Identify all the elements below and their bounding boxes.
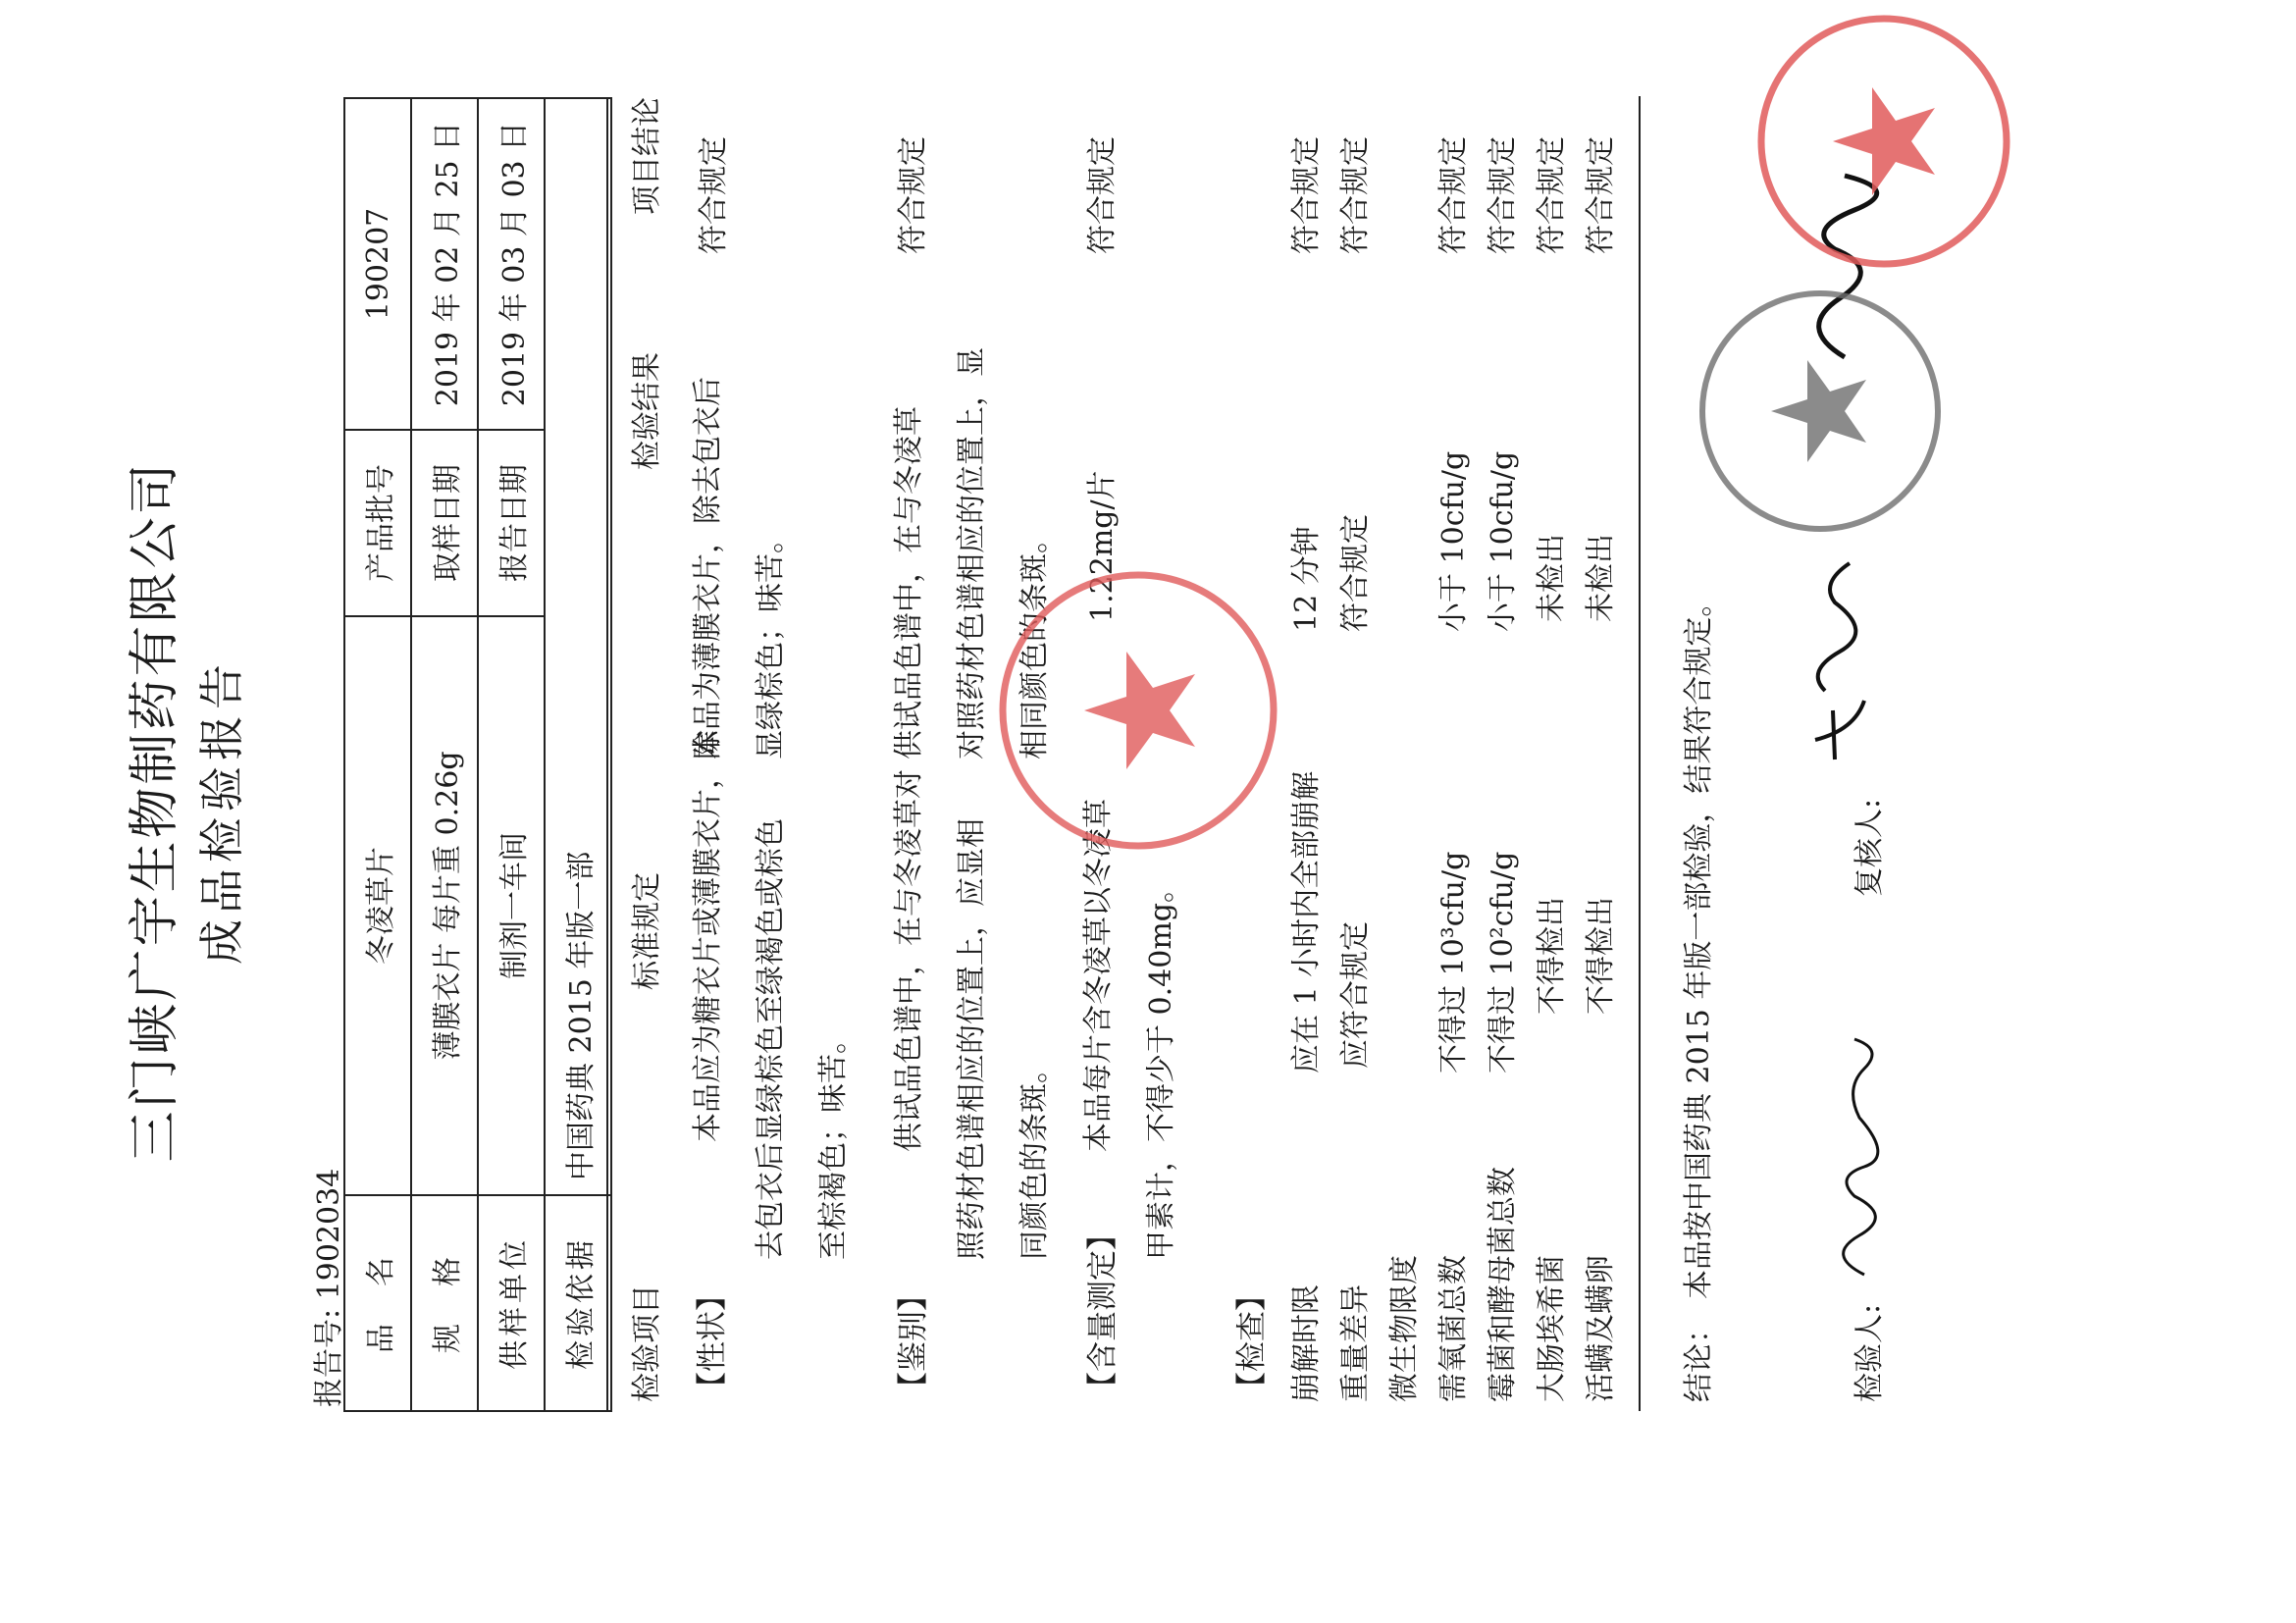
quality-seal-gray: [1688, 279, 1953, 544]
check-conclusion: 符合规定: [1535, 136, 1569, 254]
check-result: 12 分钟: [1289, 526, 1324, 632]
check-item: 微生物限度: [1387, 1255, 1422, 1402]
check-standard: 不得检出: [1584, 897, 1618, 1015]
spec-label: 规 格: [411, 1195, 478, 1411]
supplier-label: 供样单位: [478, 1195, 545, 1411]
check-standard: 不得过 10²cfu/g: [1486, 851, 1520, 1073]
batch-label: 产品批号: [344, 430, 411, 616]
column-conclusion: 项目结论: [630, 97, 664, 215]
identification-conclusion: 符合规定: [896, 136, 930, 254]
inspector-label: 检验人:: [1852, 1303, 1887, 1402]
identification-result-line-2: 对照药材色谱相应的位置上，显: [955, 347, 989, 759]
report-number: 报告号: 1902034: [312, 1168, 346, 1407]
spec-value: 薄膜衣片 每片重 0.26g: [411, 616, 478, 1195]
info-table: [343, 97, 612, 1412]
character-standard-line-3: 至棕褐色；味苦。: [816, 1024, 851, 1260]
character-standard-line-2: 去包衣后显绿棕色至绿褐色或棕色: [754, 818, 788, 1260]
character-result-line-1: 本品为薄膜衣片，除去包衣后: [691, 377, 725, 759]
report-date-label: 报告日期: [478, 430, 545, 616]
section-identification-heading: 【鉴别】: [896, 1281, 931, 1402]
sample-date: 2019 年 02 月 25 日: [411, 98, 478, 430]
character-conclusion: 符合规定: [697, 136, 731, 254]
identification-standard-line-1: 供试品色谱中，在与冬凌草对: [892, 769, 926, 1152]
company-name: 三门峡广宇生物制药有限公司: [126, 460, 184, 1163]
check-item: 活螨及螨卵: [1584, 1255, 1618, 1402]
column-standard: 标准规定: [630, 872, 664, 990]
check-conclusion: 符合规定: [1584, 136, 1618, 254]
basis-value: 中国药典 2015 年版一部: [545, 98, 611, 1195]
reviewer-label: 复核人:: [1852, 798, 1887, 897]
identification-standard-line-3: 同颜色的条斑。: [1018, 1054, 1052, 1260]
check-item: 需氧菌总数: [1436, 1255, 1471, 1402]
check-conclusion: 符合规定: [1486, 136, 1520, 254]
character-result-line-2: 显绿棕色；味苦。: [754, 524, 788, 759]
check-item: 霉菌和酵母菌总数: [1486, 1167, 1520, 1402]
sample-date-label: 取样日期: [411, 430, 478, 616]
check-result: 未检出: [1535, 534, 1569, 622]
report-title: 成品检验报告: [195, 658, 248, 965]
identification-result-line-3: 相同颜色的条斑。: [1018, 524, 1052, 759]
check-standard: 不得过 10³cfu/g: [1436, 851, 1471, 1073]
assay-conclusion: 符合规定: [1085, 136, 1120, 254]
column-item: 检验项目: [630, 1284, 664, 1402]
check-standard: 不得检出: [1535, 897, 1569, 1015]
identification-standard-line-2: 照药材色谱相应的位置上，应显相: [955, 818, 989, 1260]
conclusion-divider: [1639, 96, 1641, 1411]
column-result: 检验结果: [630, 352, 664, 470]
section-assay-heading: 【含量测定】: [1085, 1220, 1121, 1402]
check-result: 小于 10cfu/g: [1436, 450, 1471, 632]
check-item: 大肠埃希菌: [1535, 1255, 1569, 1402]
overall-conclusion: 结论： 本品按中国药典 2015 年版一部检验，结果符合规定。: [1682, 587, 1716, 1402]
supplier-value: 制剂一车间: [478, 616, 545, 1195]
check-item: 崩解时限: [1289, 1284, 1324, 1402]
check-result: 小于 10cfu/g: [1486, 450, 1520, 632]
assay-standard-line-1: 本品每片含冬凌草以冬凌草: [1081, 799, 1116, 1152]
basis-label: 检验依据: [545, 1195, 611, 1411]
section-character-heading: 【性状】: [695, 1281, 730, 1402]
check-result: 符合规定: [1338, 514, 1373, 632]
company-seal-red: [991, 563, 1285, 858]
check-conclusion: 符合规定: [1436, 136, 1471, 254]
product-name-label: 品 名: [344, 1195, 411, 1411]
check-result: 未检出: [1584, 534, 1618, 622]
quality-seal-red: [1747, 4, 2021, 279]
check-item: 重量差异: [1338, 1284, 1373, 1402]
check-conclusion: 符合规定: [1289, 136, 1324, 254]
batch-number: 190207: [344, 98, 411, 430]
assay-result: 1.22mg/片: [1085, 470, 1120, 622]
identification-result-line-1: 供试品色谱中，在与冬凌草: [892, 406, 926, 759]
reviewer-signature: [1796, 544, 1884, 769]
inspector-signature: [1815, 1029, 1894, 1284]
character-standard-line-1: 本品应为糖衣片或薄膜衣片，除: [691, 730, 725, 1142]
check-standard: 应在 1 小时内全部崩解: [1289, 770, 1324, 1073]
column-header-row: [606, 97, 667, 1412]
assay-standard-line-2: 甲素计，不得少于 0.40mg。: [1144, 873, 1178, 1260]
check-conclusion: 符合规定: [1338, 136, 1373, 254]
report-date: 2019 年 03 月 03 日: [478, 98, 545, 430]
product-name: 冬凌草片: [344, 616, 411, 1195]
check-standard: 应符合规定: [1338, 921, 1373, 1069]
section-checks-heading: 【检查】: [1234, 1281, 1270, 1402]
